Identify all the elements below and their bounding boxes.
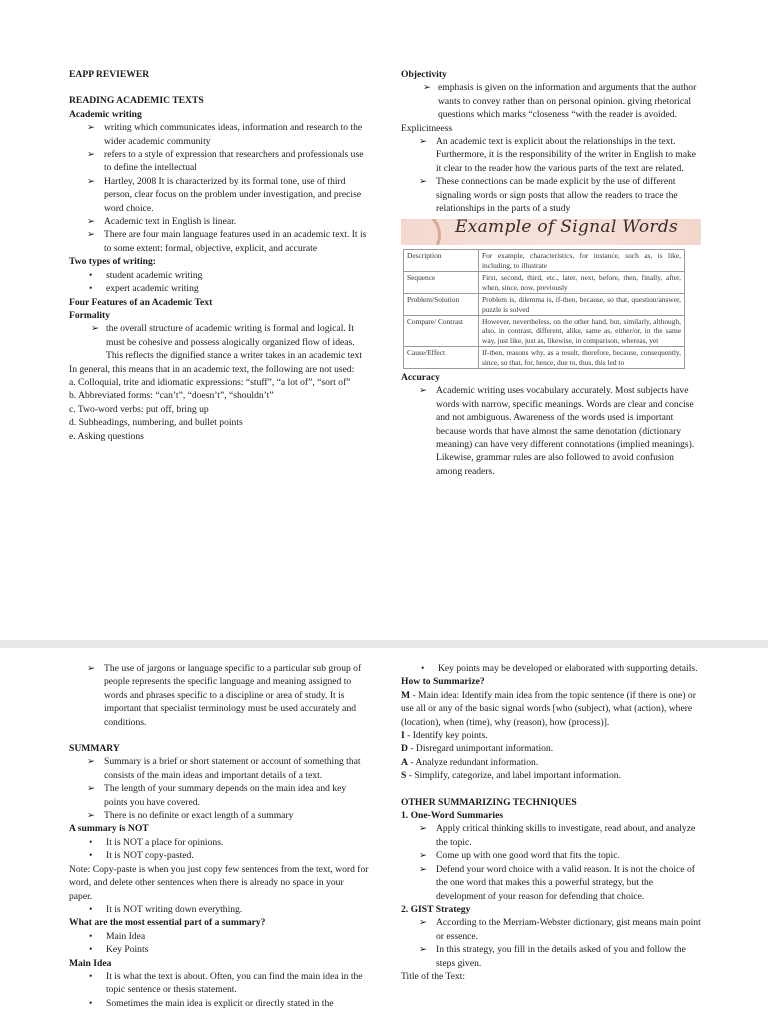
academic-writing-list [69,121,369,255]
table-row: Description For example, characteristics, for instance, such as, is like, including, to illustrate [404,250,685,272]
page1-right-column [401,68,701,478]
arrow-bullet-icon: ➢ [419,863,428,875]
list-item: ➢ Come up with one good word that fits the topic. [419,850,620,862]
bullet-icon: • [421,663,425,674]
general-intro: In general, this means that in an academic text, the following are not used: [69,363,355,375]
list-item: ➢ The length of your summary depends on the main idea and key points you have covered. [87,783,347,808]
midas-s: S - Simplify, categorize, and label important information. [401,770,621,782]
essential-heading: What are the most essential part of a summary? [69,917,266,929]
arrow-bullet-icon: ➢ [87,663,96,674]
bullet-icon: • [89,903,93,915]
arrow-bullet-icon: ➢ [87,756,96,768]
arrow-bullet-icon: ➢ [87,229,96,241]
table-row: Sequence First, second, third, etc., later, next, before, then, finally, after, when, since, now, previously [404,272,685,294]
other-techniques-heading: OTHER SUMMARIZING TECHNIQUES [401,796,577,808]
list-item: ➢ Defend your word choice with a valid reason. It is not the choice of the one word that makes this a powerful strategy, but the development of your reason for defending that choice. [419,863,695,902]
list-item: ➢ Hartley, 2008 It is characterized by its formal tone, use of third person, clear focus on the problem under investigation, and precise word choice. [87,175,362,214]
arrow-bullet-icon: ➢ [87,122,96,134]
list-item: ➢ refers to a style of expression that researchers and professionals use to define the intellectual [87,149,364,174]
list-item: ➢ Summary is a brief or short statement or account of something that consists of the main ideas and important details of a text. [87,756,361,781]
arrow-bullet-icon: ➢ [419,917,428,929]
page1-left-column [69,68,369,443]
list-item: ➢ There are four main language features used in an academic text. It is to some extent: formal, objective, explicit, and accurate [87,229,367,254]
arrow-bullet-icon: ➢ [91,323,100,335]
arrow-bullet-icon: ➢ [423,82,432,94]
bullet-icon: • [89,930,93,942]
arrow-bullet-icon: ➢ [87,149,96,161]
arrow-bullet-icon: ➢ [419,176,428,188]
summary-not-heading: A summary is NOT [69,823,149,835]
accuracy-heading: Accuracy [401,371,440,383]
page-separator [0,640,768,648]
list-item: ➢ An academic text is explicit about the relationships in the text. Furthermore, it is the responsibility of the writer in English to make it clear to the reader how the various parts of the text are related. [419,136,697,174]
arrow-bullet-icon: ➢ [87,216,96,228]
midas-i: I - Identify key points. [401,730,488,742]
bullet-icon: • [89,850,93,862]
gist-heading: 2. GIST Strategy [401,903,471,915]
page2-left-column [69,662,369,1010]
table-row: Problem/Solution Problem is, dilemma is, if-then, because, so that, question/answer, puzzle is solved [404,294,685,316]
how-to-summarize-heading: How to Summarize? [401,676,485,688]
section-reading-heading: READING ACADEMIC TEXTS [69,95,204,107]
list-item: • It is what the text is about. Often, you can find the main idea in the topic sentence or thesis statement. [89,970,363,996]
list-item: ➢ Academic text in English is linear. [87,216,237,228]
arrow-bullet-icon: ➢ [419,136,428,148]
two-types-heading: Two types of writing: [69,256,156,268]
list-item: • expert academic writing [89,283,199,295]
bullet-icon: • [89,283,93,295]
list-item: ➢ writing which communicates ideas, information and research to the wider academic community [87,122,363,147]
not-used-c: c. Two-word verbs: put off, bring up [69,403,209,415]
objectivity-heading: Objectivity [401,69,447,80]
summary-heading: SUMMARY [69,743,120,755]
banner-title: Example of Signal Words [455,219,679,238]
four-features-heading: Four Features of an Academic Text [69,296,213,308]
list-item: ➢ emphasis is given on the information and arguments that the author wants to convey rather than on personal opinion. giving rhetorical questions which marks “closeness “with the reader is avoided. [423,82,697,121]
doc-title: EAPP REVIEWER [69,69,150,80]
list-item: ➢ There is no definite or exact length of a summary [87,810,294,822]
signal-words-banner [401,219,701,245]
bullet-icon: • [89,997,93,1009]
arrow-bullet-icon: ➢ [419,944,428,956]
arrow-bullet-icon: ➢ [87,810,96,822]
list-item: ➢ Academic writing uses vocabulary accurately. Most subjects have words with narrow, specific meanings. Words are clear and concise and not ambiguous. Awareness of the words used is important because words that have almost the same denotation (dictionary meaning) can have very different connotations (implied meanings). Likewise, grammar rules are also followed to avoid confusion among readers. [419,385,695,477]
list-item: • Sometimes the main idea is explicit or directly stated in the [89,997,334,1009]
not-used-b: b. Abbreviated forms: “can’t”, “doesn’t”, “shouldn’t” [69,390,274,402]
table-row: Cause/Effect If-then, reasons why, as a result, therefore, because, consequently, since, so that, for, hence, due to, thus, this led to [404,347,685,369]
bullet-icon: • [89,944,93,956]
arrow-bullet-icon: ➢ [419,823,428,835]
midas-m: M - Main idea: Identify main idea from the topic sentence (if there is one) or use all or any of the basic signal words [who (subject), what (action), where (location), when (time), why (reason), how (process)]. [401,689,696,728]
list-item: ➢ the overall structure of academic writing is formal and logical. It must be cohesive and possess alogically organized flow of ideas. This reflects the dignified stance a writer takes in an academic text [91,323,362,362]
arrow-bullet-icon: ➢ [87,175,96,187]
main-idea-heading: Main Idea [69,957,112,969]
arrow-bullet-icon: ➢ [419,850,428,862]
bullet-icon: • [89,836,93,848]
one-word-heading: 1. One-Word Summaries [401,810,504,822]
arrow-bullet-icon: ➢ [419,385,428,397]
not-used-e: e. Asking questions [69,430,144,442]
signal-words-table [403,249,685,368]
list-item: ➢ In this strategy, you fill in the details asked of you and follow the steps given. [419,944,686,969]
list-item: • It is NOT writing down everything. [89,903,243,915]
bullet-icon: • [89,970,93,982]
page2-right-column [401,662,701,983]
list-item: • It is NOT copy-pasted. [89,850,194,862]
list-item: • student academic writing [89,269,203,281]
explicitness-heading: Explicitneess [401,122,453,134]
list-item: • It is NOT a place for opinions. [89,836,224,848]
list-item: ➢ Apply critical thinking skills to investigate, read about, and analyze the topic. [419,823,696,848]
midas-a: A - Analyze redundant information. [401,756,539,768]
page-two [0,648,768,1024]
arrow-bullet-icon: ➢ [87,783,96,795]
formality-heading: Formality [69,309,111,321]
academic-writing-heading: Academic writing [69,108,142,120]
list-item: ➢ The use of jargons or language specific to a particular sub group of people represents the specific language and meaning assigned to words and phrases specific to a discipline or area of study. It is important that specialist terminology must be used accurately and conditions. [87,663,362,728]
bullet-icon: • [89,269,93,281]
midas-d: D - Disregard unimportant information. [401,743,554,755]
list-item: • Main Idea [89,930,146,942]
list-item: ➢ According to the Merriam-Webster dictionary, gist means main point or essence. [419,917,701,942]
table-row: Compare/ Contrast However, nevertheless, on the other hand, but, similarly, although, also, in contrast, different, alike, same as, either/or, in the same way, just like, just as, likewise, in comparison, whereas, yet [404,315,685,346]
decorative-swoosh-icon [401,219,441,245]
title-of-text: Title of the Text: [401,970,466,982]
not-used-a: a. Colloquial, trite and idiomatic expressions: “stuff”, “a lot of”, “sort of” [69,376,351,388]
not-used-d: d. Subheadings, numbering, and bullet points [69,417,243,429]
list-item: • Key points may be developed or elaborated with supporting details. [421,663,698,674]
copy-paste-note: Note: Copy-paste is when you just copy few sentences from the text, word for word, and delete other sentences when there is already no space in your paper. [69,863,369,902]
list-item: • Key Points [89,944,149,956]
list-item: ➢ These connections can be made explicit by the use of different signaling words or sign posts that allow the readers to trace the relationships in the parts of a study [419,176,678,215]
